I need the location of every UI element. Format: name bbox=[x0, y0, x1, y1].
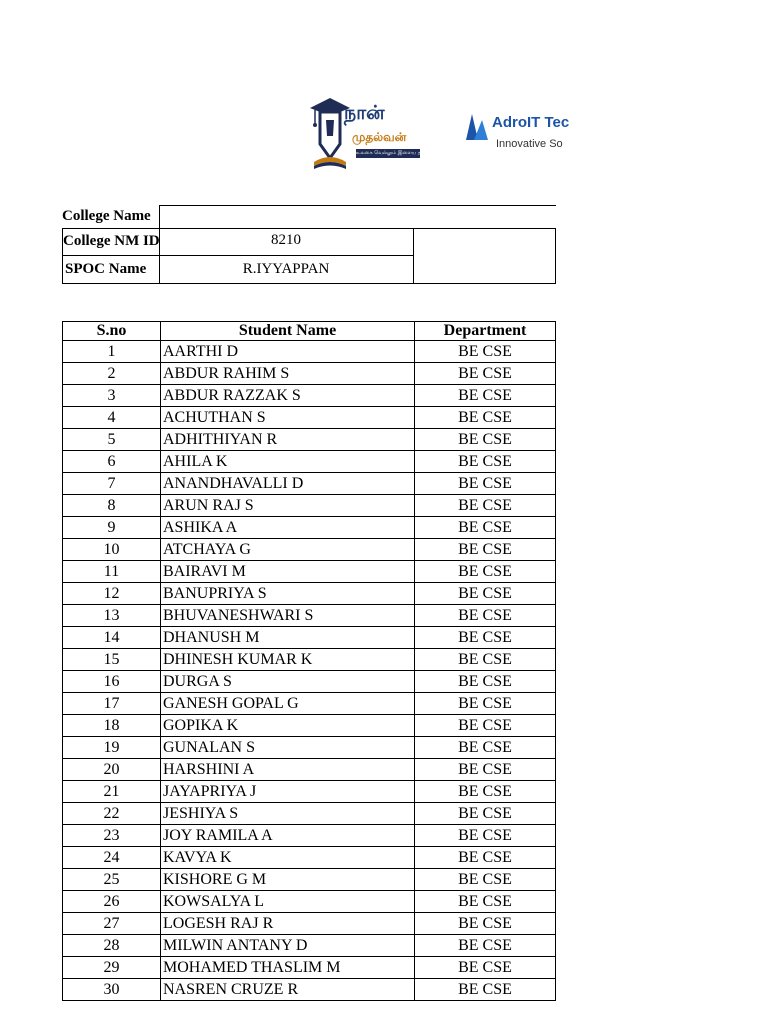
row-sno: 6 bbox=[63, 451, 161, 473]
student-rows bbox=[63, 341, 556, 1001]
row-department: BE CSE bbox=[415, 869, 556, 891]
row-department: BE CSE bbox=[415, 737, 556, 759]
college-nm-id-value: 8210 bbox=[159, 228, 414, 256]
row-department: BE CSE bbox=[415, 825, 556, 847]
table-row bbox=[63, 495, 556, 517]
header-student-name: Student Name bbox=[161, 322, 415, 341]
row-sno: 21 bbox=[63, 781, 161, 803]
logo-tagline: உலகை வெல்லும் இளைய தமிழகம் bbox=[356, 150, 438, 156]
row-sno: 28 bbox=[63, 935, 161, 957]
row-student-name: ABDUR RAZZAK S bbox=[161, 385, 415, 407]
college-name-label: College Name bbox=[62, 205, 160, 229]
row-student-name: DURGA S bbox=[161, 671, 415, 693]
row-department: BE CSE bbox=[415, 781, 556, 803]
adroit-name: AdroIT Tec bbox=[492, 114, 570, 131]
table-row bbox=[63, 561, 556, 583]
table-row bbox=[63, 583, 556, 605]
row-department: BE CSE bbox=[415, 539, 556, 561]
row-student-name: DHINESH KUMAR K bbox=[161, 649, 415, 671]
row-sno: 16 bbox=[63, 671, 161, 693]
table-row bbox=[63, 605, 556, 627]
row-student-name: BHUVANESHWARI S bbox=[161, 605, 415, 627]
table-row bbox=[63, 737, 556, 759]
table-row bbox=[63, 825, 556, 847]
table-row bbox=[63, 759, 556, 781]
table-row bbox=[63, 869, 556, 891]
row-department: BE CSE bbox=[415, 913, 556, 935]
row-student-name: ARUN RAJ S bbox=[161, 495, 415, 517]
row-sno: 1 bbox=[63, 341, 161, 363]
row-sno: 27 bbox=[63, 913, 161, 935]
row-sno: 23 bbox=[63, 825, 161, 847]
row-student-name: ASHIKA A bbox=[161, 517, 415, 539]
row-department: BE CSE bbox=[415, 385, 556, 407]
college-nm-id-label: College NM ID bbox=[62, 228, 160, 256]
table-row bbox=[63, 781, 556, 803]
row-department: BE CSE bbox=[415, 759, 556, 781]
row-sno: 29 bbox=[63, 957, 161, 979]
logo-area bbox=[306, 96, 570, 176]
row-department: BE CSE bbox=[415, 429, 556, 451]
row-sno: 12 bbox=[63, 583, 161, 605]
row-department: BE CSE bbox=[415, 979, 556, 1001]
row-student-name: MOHAMED THASLIM M bbox=[161, 957, 415, 979]
row-department: BE CSE bbox=[415, 605, 556, 627]
table-row bbox=[63, 957, 556, 979]
row-sno: 7 bbox=[63, 473, 161, 495]
row-department: BE CSE bbox=[415, 627, 556, 649]
row-department: BE CSE bbox=[415, 363, 556, 385]
row-department: BE CSE bbox=[415, 671, 556, 693]
table-header-row bbox=[63, 322, 556, 341]
logo-main-text: நான் bbox=[344, 102, 385, 124]
row-department: BE CSE bbox=[415, 407, 556, 429]
logo-sub-text: முதல்வன் bbox=[352, 130, 407, 144]
row-department: BE CSE bbox=[415, 473, 556, 495]
table-row bbox=[63, 891, 556, 913]
header-department: Department bbox=[415, 322, 556, 341]
table-row bbox=[63, 539, 556, 561]
row-sno: 15 bbox=[63, 649, 161, 671]
row-department: BE CSE bbox=[415, 847, 556, 869]
table-row bbox=[63, 671, 556, 693]
adroit-tagline: Innovative So bbox=[496, 138, 563, 150]
table-row bbox=[63, 341, 556, 363]
table-row bbox=[63, 627, 556, 649]
row-student-name: GUNALAN S bbox=[161, 737, 415, 759]
row-student-name: AARTHI D bbox=[161, 341, 415, 363]
row-student-name: KISHORE G M bbox=[161, 869, 415, 891]
row-sno: 25 bbox=[63, 869, 161, 891]
row-department: BE CSE bbox=[415, 693, 556, 715]
table-row bbox=[63, 407, 556, 429]
row-student-name: ACHUTHAN S bbox=[161, 407, 415, 429]
row-student-name: GOPIKA K bbox=[161, 715, 415, 737]
spoc-name-value: R.IYYAPPAN bbox=[159, 255, 414, 284]
row-student-name: ANANDHAVALLI D bbox=[161, 473, 415, 495]
spoc-name-label: SPOC Name bbox=[62, 255, 160, 284]
row-department: BE CSE bbox=[415, 649, 556, 671]
row-department: BE CSE bbox=[415, 451, 556, 473]
row-sno: 22 bbox=[63, 803, 161, 825]
row-student-name: BAIRAVI M bbox=[161, 561, 415, 583]
info-merged-cell bbox=[413, 228, 556, 284]
adroit-logo bbox=[464, 102, 574, 162]
table-row bbox=[63, 649, 556, 671]
row-department: BE CSE bbox=[415, 517, 556, 539]
row-student-name: DHANUSH M bbox=[161, 627, 415, 649]
row-student-name: HARSHINI A bbox=[161, 759, 415, 781]
row-department: BE CSE bbox=[415, 561, 556, 583]
row-sno: 14 bbox=[63, 627, 161, 649]
table-row bbox=[63, 693, 556, 715]
row-student-name: BANUPRIYA S bbox=[161, 583, 415, 605]
row-department: BE CSE bbox=[415, 341, 556, 363]
row-student-name: LOGESH RAJ R bbox=[161, 913, 415, 935]
row-department: BE CSE bbox=[415, 891, 556, 913]
row-sno: 5 bbox=[63, 429, 161, 451]
row-sno: 8 bbox=[63, 495, 161, 517]
row-student-name: KOWSALYA L bbox=[161, 891, 415, 913]
row-sno: 9 bbox=[63, 517, 161, 539]
table-row bbox=[63, 451, 556, 473]
row-sno: 2 bbox=[63, 363, 161, 385]
row-student-name: ABDUR RAHIM S bbox=[161, 363, 415, 385]
table-row bbox=[63, 803, 556, 825]
header-sno: S.no bbox=[63, 322, 161, 341]
table-row bbox=[63, 473, 556, 495]
naan-mudhalvan-logo bbox=[306, 96, 438, 174]
row-student-name: JESHIYA S bbox=[161, 803, 415, 825]
row-sno: 10 bbox=[63, 539, 161, 561]
table-row bbox=[63, 847, 556, 869]
table-row bbox=[63, 429, 556, 451]
row-department: BE CSE bbox=[415, 495, 556, 517]
row-sno: 4 bbox=[63, 407, 161, 429]
table-row bbox=[63, 979, 556, 1001]
row-sno: 20 bbox=[63, 759, 161, 781]
adroit-mark-icon bbox=[464, 110, 490, 144]
student-table bbox=[62, 321, 556, 1001]
row-sno: 17 bbox=[63, 693, 161, 715]
row-sno: 11 bbox=[63, 561, 161, 583]
table-row bbox=[63, 363, 556, 385]
row-student-name: GANESH GOPAL G bbox=[161, 693, 415, 715]
row-sno: 13 bbox=[63, 605, 161, 627]
row-department: BE CSE bbox=[415, 935, 556, 957]
row-student-name: ADHITHIYAN R bbox=[161, 429, 415, 451]
row-student-name: NASREN CRUZE R bbox=[161, 979, 415, 1001]
row-sno: 24 bbox=[63, 847, 161, 869]
row-student-name: JAYAPRIYA J bbox=[161, 781, 415, 803]
college-info-table bbox=[62, 205, 556, 284]
table-row bbox=[63, 385, 556, 407]
row-sno: 26 bbox=[63, 891, 161, 913]
row-student-name: KAVYA K bbox=[161, 847, 415, 869]
row-student-name: MILWIN ANTANY D bbox=[161, 935, 415, 957]
row-sno: 19 bbox=[63, 737, 161, 759]
row-sno: 3 bbox=[63, 385, 161, 407]
row-sno: 18 bbox=[63, 715, 161, 737]
row-student-name: ATCHAYA G bbox=[161, 539, 415, 561]
table-row bbox=[63, 715, 556, 737]
college-name-value bbox=[159, 205, 556, 229]
row-student-name: AHILA K bbox=[161, 451, 415, 473]
table-row bbox=[63, 935, 556, 957]
table-row bbox=[63, 517, 556, 539]
row-department: BE CSE bbox=[415, 715, 556, 737]
table-row bbox=[63, 913, 556, 935]
row-sno: 30 bbox=[63, 979, 161, 1001]
row-department: BE CSE bbox=[415, 583, 556, 605]
row-department: BE CSE bbox=[415, 957, 556, 979]
row-department: BE CSE bbox=[415, 803, 556, 825]
row-student-name: JOY RAMILA A bbox=[161, 825, 415, 847]
